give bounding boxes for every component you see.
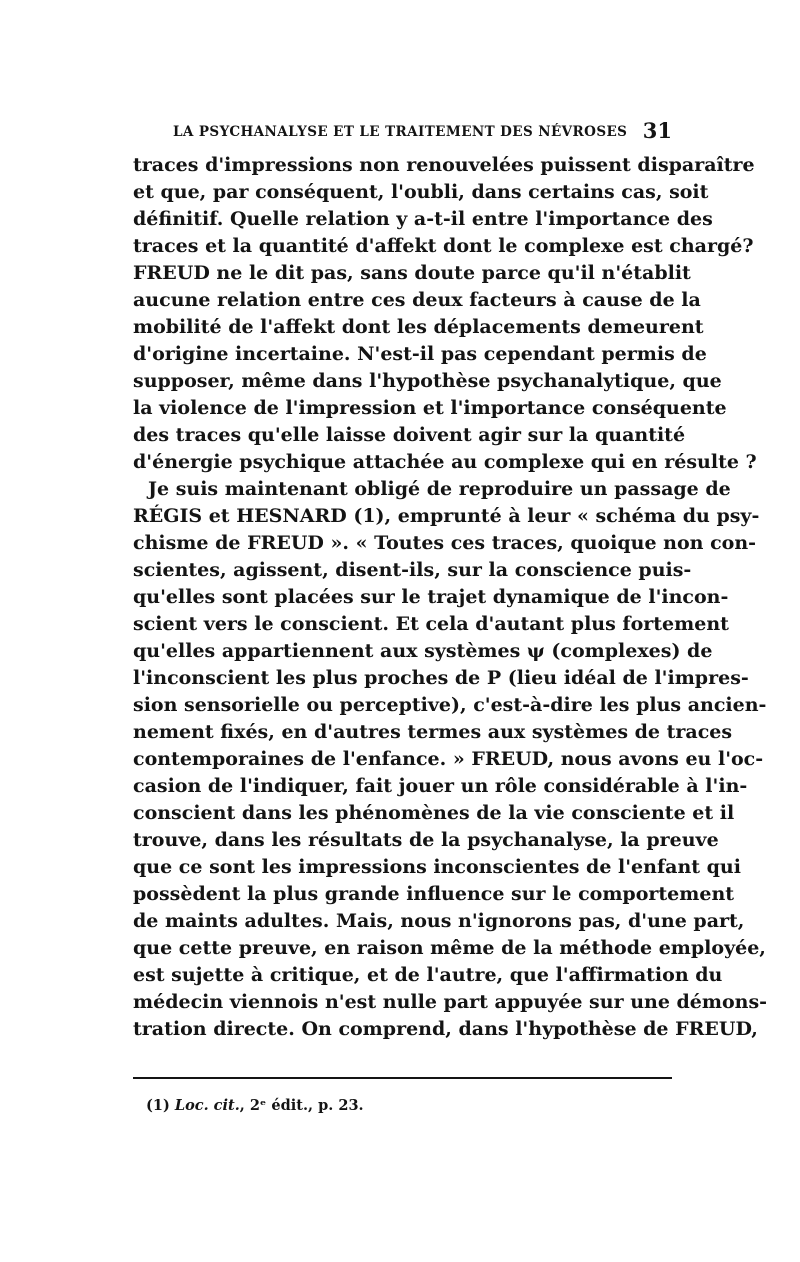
text-line: la violence de l'impression et l'importance conséquente — [133, 397, 727, 419]
footnote-rule — [133, 1077, 672, 1079]
text-line: que ce sont les impressions inconscientes de l'enfant qui — [133, 856, 741, 878]
text-line: qu'elles appartiennent aux systèmes ψ (complexes) de — [133, 640, 713, 662]
text-line: casion de l'indiquer, fait jouer un rôle considérable à l'in- — [133, 775, 748, 797]
page-header — [133, 118, 672, 144]
text-line: qu'elles sont placées sur le trajet dynamique de l'incon- — [133, 586, 729, 608]
text-line: médecin viennois n'est nulle part appuyée sur une démons- — [133, 991, 768, 1013]
text-line: chisme de FREUD ». « Toutes ces traces, quoique non con- — [133, 532, 757, 554]
text-line: définitif. Quelle relation y a-t-il entre l'importance des — [133, 208, 713, 230]
text-line: supposer, même dans l'hypothèse psychanalytique, que — [133, 370, 722, 392]
text-line: Je suis maintenant obligé de reproduire un passage de — [148, 478, 731, 500]
text-line: est sujette à critique, et de l'autre, que l'affirmation du — [133, 964, 723, 986]
text-line: d'énergie psychique attachée au complexe qui en résulte ? — [133, 451, 757, 473]
text-line: trouve, dans les résultats de la psychanalyse, la preuve — [133, 829, 719, 851]
text-line: traces d'impressions non renouvelées puissent disparaître — [133, 154, 755, 176]
page-number: 31 — [642, 118, 672, 143]
text-line: scientes, agissent, disent-ils, sur la conscience puis- — [133, 559, 692, 581]
text-line: traces et la quantité d'affekt dont le complexe est chargé? — [133, 235, 754, 257]
text-line: que cette preuve, en raison même de la méthode employée, — [133, 937, 766, 959]
text-line: RÉGIS et HESNARD (1), emprunté à leur « schéma du psy- — [133, 505, 760, 527]
text-line: et que, par conséquent, l'oubli, dans certains cas, soit — [133, 181, 709, 203]
footnote-text: , 2ᵉ édit., p. 23. — [239, 1097, 364, 1114]
text-line: mobilité de l'affekt dont les déplacements demeurent — [133, 316, 704, 338]
text-line: l'inconscient les plus proches de P (lieu idéal de l'impres- — [133, 667, 749, 689]
footnote-marker: (1) — [146, 1097, 170, 1114]
text-line: des traces qu'elle laisse doivent agir sur la quantité — [133, 424, 686, 446]
footnote — [146, 1097, 364, 1114]
text-line: scient vers le conscient. Et cela d'autant plus fortement — [133, 613, 729, 635]
text-line: contemporaines de l'enfance. » FREUD, nous avons eu l'oc- — [133, 748, 764, 770]
text-line: sion sensorielle ou perceptive), c'est-à-dire les plus ancien- — [133, 694, 767, 716]
text-line: tration directe. On comprend, dans l'hypothèse de FREUD, — [133, 1018, 758, 1040]
text-line: nement fixés, en d'autres termes aux systèmes de traces — [133, 721, 733, 743]
text-line: de maints adultes. Mais, nous n'ignorons pas, d'une part, — [133, 910, 745, 932]
text-line: d'origine incertaine. N'est-il pas cependant permis de — [133, 343, 707, 365]
text-line: conscient dans les phénomènes de la vie consciente et il — [133, 802, 735, 824]
text-line: possèdent la plus grande influence sur le comportement — [133, 883, 735, 905]
running-head: LA PSYCHANALYSE ET LE TRAITEMENT DES NÉVROSES — [173, 124, 628, 140]
text-line: FREUD ne le dit pas, sans doute parce qu'il n'établit — [133, 262, 691, 284]
body-text — [133, 152, 768, 1043]
text-line: aucune relation entre ces deux facteurs à cause de la — [133, 289, 701, 311]
footnote-citation: Loc. cit. — [174, 1097, 240, 1114]
